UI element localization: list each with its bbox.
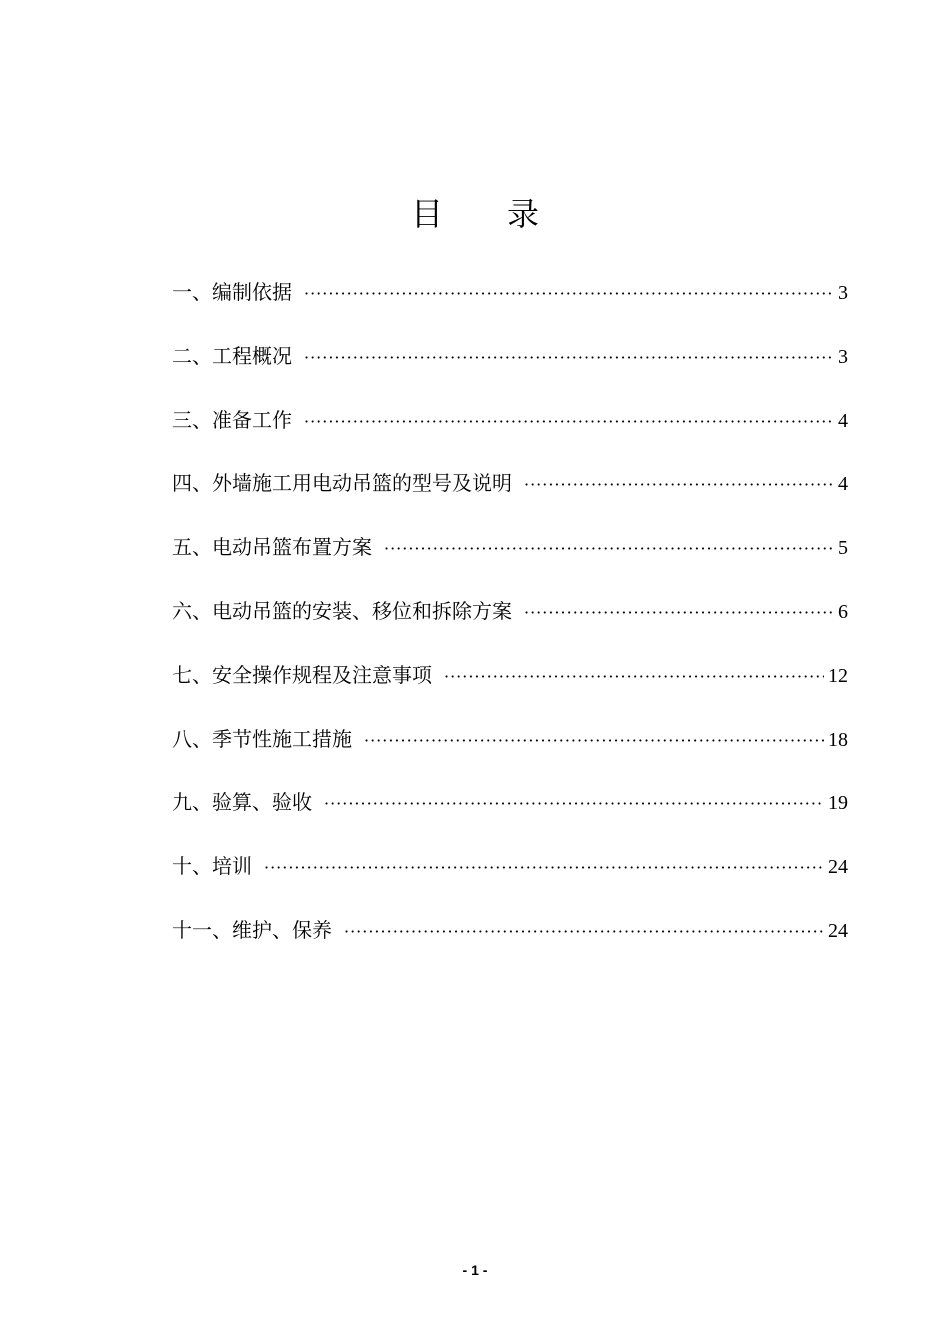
toc-dot-leader: [304, 404, 834, 440]
toc-entry-page: 19: [828, 792, 848, 815]
toc-entry-page: 4: [838, 473, 848, 496]
toc-entry[interactable]: [172, 721, 848, 785]
toc-entry-label: 十、培训: [172, 854, 252, 879]
toc-dot-leader: [524, 467, 834, 503]
toc-entry-page: 24: [828, 856, 848, 879]
toc-entry[interactable]: [172, 338, 848, 402]
toc-dot-leader: [324, 786, 824, 822]
toc-entry[interactable]: [172, 465, 848, 529]
toc-entry-label: 二、工程概况: [172, 343, 292, 368]
toc-dot-leader: [304, 276, 834, 312]
toc-entry-page: 3: [838, 282, 848, 304]
toc-dot-leader: [384, 531, 834, 567]
toc-entry[interactable]: [172, 402, 848, 466]
toc-entry-label: 三、准备工作: [172, 407, 292, 432]
page-number-footer: - 1 -: [462, 1262, 488, 1278]
toc-entry[interactable]: [172, 274, 848, 338]
table-of-contents: [172, 274, 848, 976]
toc-dot-leader: [344, 914, 824, 950]
toc-dot-leader: [364, 723, 824, 759]
toc-dot-leader: [264, 850, 824, 886]
toc-dot-leader: [524, 595, 834, 631]
toc-entry-page: 18: [828, 728, 848, 751]
toc-entry[interactable]: [172, 529, 848, 593]
toc-entry-label: 十一、维护、保养: [172, 917, 332, 942]
toc-entry-label: 八、季节性施工措施: [172, 726, 352, 751]
toc-entry-page: 24: [828, 919, 848, 942]
toc-entry-label: 九、验算、验收: [172, 790, 312, 815]
toc-entry-page: 6: [838, 600, 848, 623]
toc-entry-page: 4: [838, 409, 848, 432]
toc-entry-label: 七、安全操作规程及注意事项: [172, 662, 432, 687]
toc-entry[interactable]: [172, 912, 848, 976]
toc-entry[interactable]: [172, 784, 848, 848]
toc-entry[interactable]: [172, 593, 848, 657]
toc-entry-label: 五、电动吊篮布置方案: [172, 535, 372, 560]
toc-entry[interactable]: [172, 848, 848, 912]
toc-entry-label: 一、编制依据: [172, 280, 292, 304]
toc-entry-page: 12: [828, 664, 848, 687]
page-title: 目录: [410, 195, 603, 233]
toc-dot-leader: [444, 659, 824, 695]
toc-dot-leader: [304, 340, 834, 376]
toc-entry-page: 5: [838, 537, 848, 560]
toc-entry[interactable]: [172, 657, 848, 721]
toc-entry-page: 3: [838, 345, 848, 368]
toc-entry-label: 六、电动吊篮的安装、移位和拆除方案: [172, 598, 512, 623]
toc-entry-label: 四、外墙施工用电动吊篮的型号及说明: [172, 471, 512, 496]
